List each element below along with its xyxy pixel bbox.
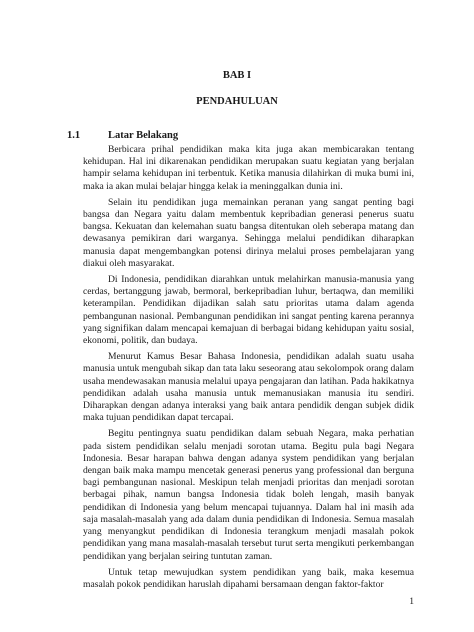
paragraph: Berbicara prihal pendidikan maka kita juga akan membicarakan tentang kehidupan. Hal ini dikarenakan pendidikan merupakan suatu kegiatan yang berjalan hampir selama kehidupan ini terbentuk. Ketika manusia dilahirkan di muka bumi ini, maka ia akan mulai belajar hingga kelak ia meninggalkan dunia ini. <box>83 144 414 192</box>
paragraph: Begitu pentingnya suatu pendidikan dalam sebuah Negara, maka perhatian pada sistem pendidikan selalu menjadi sorotan utama. Begitu pula bagi Negara Indonesia. Besar harapan bahwa dengan adanya system pendidikan yang berjalan dengan baik maka mampu mencetak generasi penerus yang professional dan berguna bagi pembangunan nasional. Meskipun telah menjadi prioritas dan menjadi sorotan berbagai pihak, namun bangsa Indonesia tidak boleh lengah, masih banyak pendidikan di Indonesia yang belum mencapai tujuannya. Dalam hal ini masih ada saja masalah-masalah yang ada dalam dunia pendidikan di Indonesia. Semua masalah yang menyangkut pendidikan di Indonesia terangkum menjadi masalah pokok pendidikan yang mana masalah-masalah tersebut turut serta mengikuti perkembangan pendidikan yang berjalan seiring tuntutan zaman. <box>83 428 414 562</box>
page-number: 1 <box>409 596 414 607</box>
paragraph: Untuk tetap mewujudkan system pendidikan yang baik, maka kesemua masalah pokok pendidikan haruslah dipahami bersamaan dengan faktor-faktor <box>83 566 414 590</box>
paragraph: Selain itu pendidikan juga memainkan peranan yang sangat penting bagi bangsa dan Negara yaitu dalam membentuk kepribadian generasi penerus suatu bangsa. Kekuatan dan kelemahan suatu bangsa ditentukan oleh seberapa matang dan dewasanya pemikiran dari warganya. Sehingga melalui pendidikan diharapkan manusia dapat mengembangkan potensi dirinya melalui proses pembelajaran yang diakui oleh masyarakat. <box>83 196 414 269</box>
section-number: 1.1 <box>67 130 81 141</box>
chapter-title: PENDAHULUAN <box>196 96 278 107</box>
body-text <box>83 144 414 595</box>
paragraph: Di Indonesia, pendidikan diarahkan untuk melahirkan manusia-manusia yang cerdas, bertanggung jawab, bermoral, berkepribadian luhur, bertaqwa, dan memiliki keterampilan. Pendidikan dijadikan salah satu prioritas utama dalam agenda pembangunan nasional. Pembangunan pendidikan ini sangat penting karena perannya yang signifikan dalam mencapai kemajuan di berbagai bidang kehidupan yaitu sosial, ekonomi, politik, dan budaya. <box>83 274 414 347</box>
section-title: Latar Belakang <box>108 130 179 141</box>
chapter-heading: BAB I <box>222 70 252 81</box>
paragraph: Menurut Kamus Besar Bahasa Indonesia, pendidikan adalah suatu usaha manusia untuk mengubah sikap dan tata laku seseorang atau sekolompok orang dalam usaha mendewasakan manusia melalui upaya pengajaran dan latihan. Pada hakikatnya pendidikan adalah usaha manusia untuk memanusiakan manusia itu sendiri. Diharapkan dengan adanya interaksi yang baik antara pendidik dengan subjek didik maka tujuan pendidikan dapat tercapai. <box>83 351 414 424</box>
